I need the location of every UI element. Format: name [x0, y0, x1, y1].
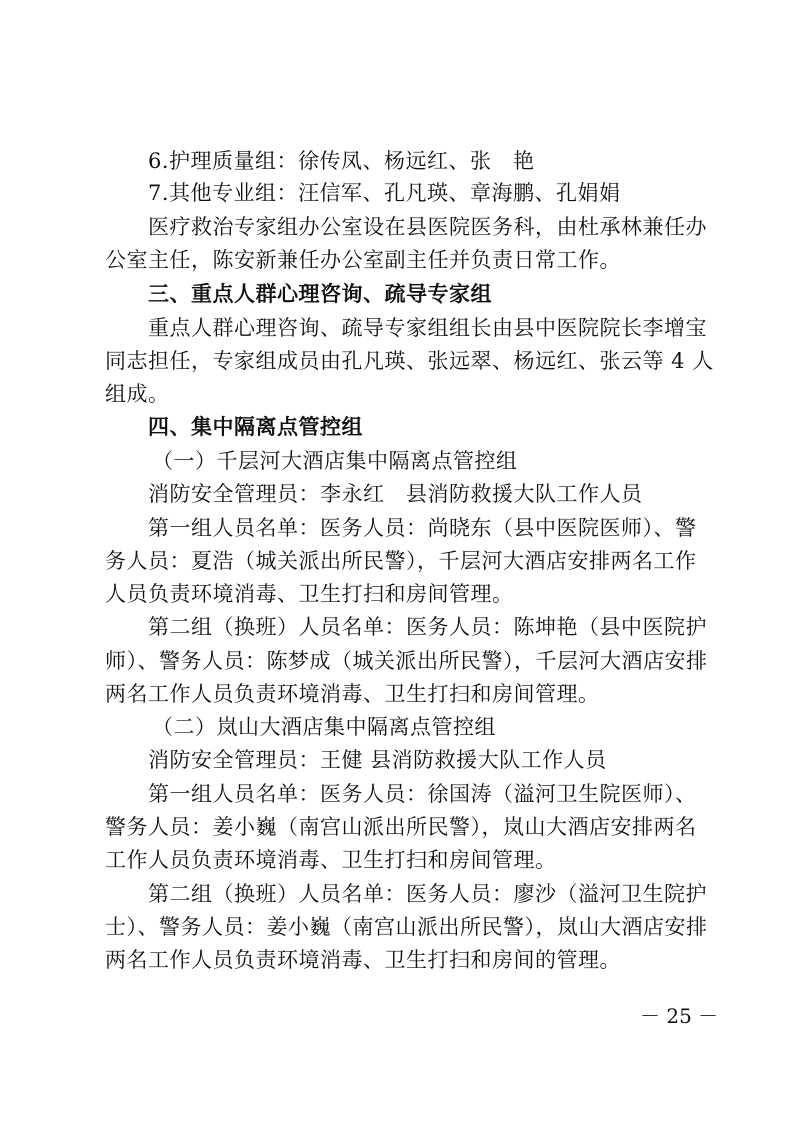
paragraph-lanshan-group1-line-2: 警务人员：姜小巍（南宫山派出所民警），岚山大酒店安排两名 [105, 815, 697, 839]
paragraph-psychological-line-1: 重点人群心理咨询、疏导专家组组长由县中医院院长李增宝 [148, 316, 707, 340]
paragraph-qiancenghe-group1-line-1: 第一组人员名单：医务人员：尚晓东（县中医院医师）、警 [148, 516, 697, 540]
page-number: － 25 － [640, 1004, 719, 1028]
paragraph-qiancenghe-group2-line-2: 师）、警务人员：陈梦成（城关派出所民警），千层河大酒店安排 [105, 649, 708, 673]
paragraph-lanshan-group1-line-3: 工作人员负责环境消毒、卫生打扫和房间管理。 [105, 848, 557, 872]
paragraph-psychological-line-3: 组成。 [105, 382, 170, 406]
paragraph-psychological-line-2: 同志担任，专家组成员由孔凡瑛、张远翠、杨远红、张云等 4 人 [105, 349, 714, 373]
paragraph-lanshan-group2-line-1: 第二组（换班）人员名单：医务人员：廖沙（溢河卫生院护 [148, 882, 707, 906]
paragraph-qiancenghe-group2-line-1: 第二组（换班）人员名单：医务人员：陈坤艳（县中医院护 [148, 615, 707, 639]
paragraph-lanshan-group2-line-2: 士）、警务人员：姜小巍（南宫山派出所民警），岚山大酒店安排 [105, 915, 708, 939]
paragraph-office-line-2: 公室主任，陈安新兼任办公室副主任并负责日常工作。 [105, 248, 621, 272]
list-item-other-specialty-group: 7.其他专业组：汪信军、孔凡瑛、章海鹏、孔娟娟 [148, 181, 621, 205]
subsection-heading-lanshan-hotel: （二）岚山大酒店集中隔离点管控组 [152, 715, 496, 739]
list-item-nursing-quality-group: 6.护理质量组：徐传凤、杨远红、张 艳 [148, 149, 535, 173]
paragraph-lanshan-group1-line-1: 第一组人员名单：医务人员：徐国涛（溢河卫生院医师）、 [148, 782, 697, 806]
paragraph-qiancenghe-group1-line-3: 人员负责环境消毒、卫生打扫和房间管理。 [105, 582, 514, 606]
section-heading-psychological-group: 三、重点人群心理咨询、疏导专家组 [148, 282, 492, 306]
paragraph-qiancenghe-fire-safety: 消防安全管理员：李永红 县消防救援大队工作人员 [148, 482, 643, 506]
subsection-heading-qiancenghe-hotel: （一）千层河大酒店集中隔离点管控组 [152, 449, 518, 473]
paragraph-qiancenghe-group2-line-3: 两名工作人员负责环境消毒、卫生打扫和房间管理。 [105, 682, 600, 706]
section-heading-isolation-control-group: 四、集中隔离点管控组 [148, 415, 363, 439]
paragraph-lanshan-fire-safety: 消防安全管理员：王健 县消防救援大队工作人员 [148, 748, 607, 772]
paragraph-qiancenghe-group1-line-2: 务人员：夏浩（城关派出所民警），千层河大酒店安排两名工作 [105, 549, 697, 573]
paragraph-lanshan-group2-line-3: 两名工作人员负责环境消毒、卫生打扫和房间的管理。 [105, 948, 621, 972]
paragraph-office-line-1: 医疗救治专家组办公室设在县医院医务科，由杜承林兼任办 [148, 215, 707, 239]
